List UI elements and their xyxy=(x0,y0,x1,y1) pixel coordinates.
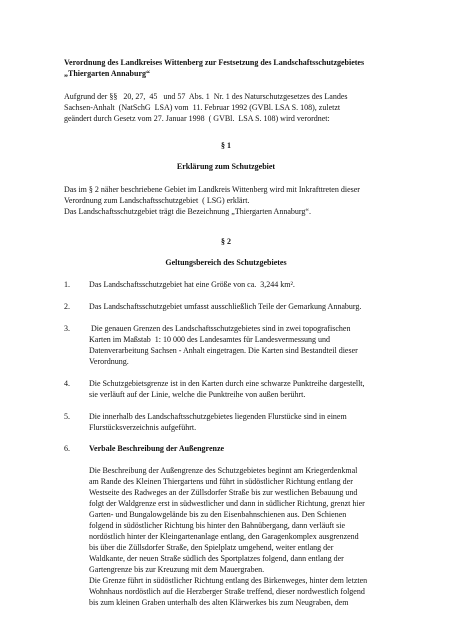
item-line: Wohnhaus nordöstlich auf die Herzberger Straße treffend, dieser nordwestlich folgend xyxy=(89,587,365,596)
item-number: 4. xyxy=(64,379,70,388)
title-line-2: „Thiergarten Annaburg“ xyxy=(64,69,151,78)
preamble-line: geändert durch Gesetz vom 27. Januar 1998 ( GVBl. LSA S. 108) wird verordnet: xyxy=(64,114,330,123)
item-number: 6. xyxy=(64,444,70,453)
item-line: Garten- und Bungalowgelände bis zu den Eisenbahnschienen aus. Den Schienen xyxy=(89,510,347,519)
preamble-line: Sachsen-Anhalt (NatSchG LSA) vom 11. Februar 1992 (GVBl. LSA S. 108), zuletzt xyxy=(64,103,341,112)
item-line: Das Landschaftsschutzgebiet umfasst ausschließlich Teile der Gemarkung Annaburg. xyxy=(89,302,362,311)
section-1-heading: Erklärung zum Schutzgebiet xyxy=(176,162,276,171)
item-line: Die Beschreibung der Außengrenze des Schutzgebietes beginnt am Kriegerdenkmal xyxy=(89,466,358,475)
item-number: 5. xyxy=(64,412,70,421)
section-1-line: Das Landschaftsschutzgebiet trägt die Bezeichnung „Thiergarten Annaburg“. xyxy=(64,207,311,216)
item-heading: Verbale Beschreibung der Außengrenze xyxy=(89,444,225,453)
item-line: folgt der Waldgrenze erst in südwestlicher und dann in südlicher Richtung, grenzt hier xyxy=(89,499,365,508)
item-number: 3. xyxy=(64,324,70,333)
section-2-number: § 2 xyxy=(221,237,231,246)
item-line: Die genauen Grenzen des Landschaftsschutzgebietes sind in zwei topografischen xyxy=(89,324,351,333)
item-line: bis über die Züllsdorfer Straße, den Spielplatz umgehend, weiter entlang der xyxy=(89,543,334,552)
section-1-line: Verordnung zum Landschaftsschutzgebiet ( LSG) erklärt. xyxy=(64,196,250,205)
section-1-number: § 1 xyxy=(221,141,231,150)
section-2-heading: Geltungsbereich des Schutzgebietes xyxy=(165,258,287,267)
item-line: Die innerhalb des Landschaftsschutzgebietes liegenden Flurstücke sind in einem xyxy=(89,412,347,421)
item-line: Das Landschaftsschutzgebiet hat eine Größe von ca. 3,244 km². xyxy=(89,280,295,289)
item-line: bis zum kleinen Graben unterhalb des alten Klärwerkes bis zum Neugraben, dem xyxy=(89,598,349,607)
item-line: Flurstücksverzeichnis aufgeführt. xyxy=(89,423,197,432)
item-number: 2. xyxy=(64,302,70,311)
item-line: Die Grenze führt in südöstlicher Richtung entlang des Birkenweges, hinter dem letzten xyxy=(89,576,368,585)
item-line: sie verläuft auf der Linie, welche die Punktreihe von außen berührt. xyxy=(89,390,306,399)
item-line: Verordnung. xyxy=(89,357,129,366)
item-line: Westseite des Radweges an der Züllsdorfer Straße bis zur westlichen Bebauung und xyxy=(89,488,358,497)
item-line: Datenverarbeitung Sachsen - Anhalt eingetragen. Die Karten sind Bestandteil dieser xyxy=(89,346,358,355)
section-1-line: Das im § 2 näher beschriebene Gebiet im Landkreis Wittenberg wird mit Inkrafttreten dieser xyxy=(64,185,360,194)
item-line: folgend in südöstlicher Richtung bis hinter den Bahnübergang, dann verläuft sie xyxy=(89,521,346,530)
item-line: Waldkante, der neuen Straße südlich des Sportplatzes folgend, dann entlang der xyxy=(89,554,344,563)
preamble-line: Aufgrund der §§ 20, 27, 45 und 57 Abs. 1 Nr. 1 des Naturschutzgesetzes des Landes xyxy=(64,92,348,101)
title-line-1: Verordnung des Landkreises Wittenberg zur Festsetzung des Landschaftsschutzgebietes xyxy=(64,58,365,67)
item-line: nordöstlich hinter der Kleingartenanlage entlang, den Garagenkomplex ausgrenzend xyxy=(89,532,359,541)
item-line: Die Schutzgebietsgrenze ist in den Karten durch eine schwarze Punktreihe dargestellt, xyxy=(89,379,365,388)
item-line: am Rande des Kleinen Thiergartens und führt in südöstlicher Richtung entlang der xyxy=(89,477,353,486)
item-line: Gartengrenze bis zur Kreuzung mit dem Mauergraben. xyxy=(89,565,265,574)
item-line: Karten im Maßstab 1: 10 000 des Landesamtes für Landesvermessung und xyxy=(89,335,331,344)
item-number: 1. xyxy=(64,280,70,289)
